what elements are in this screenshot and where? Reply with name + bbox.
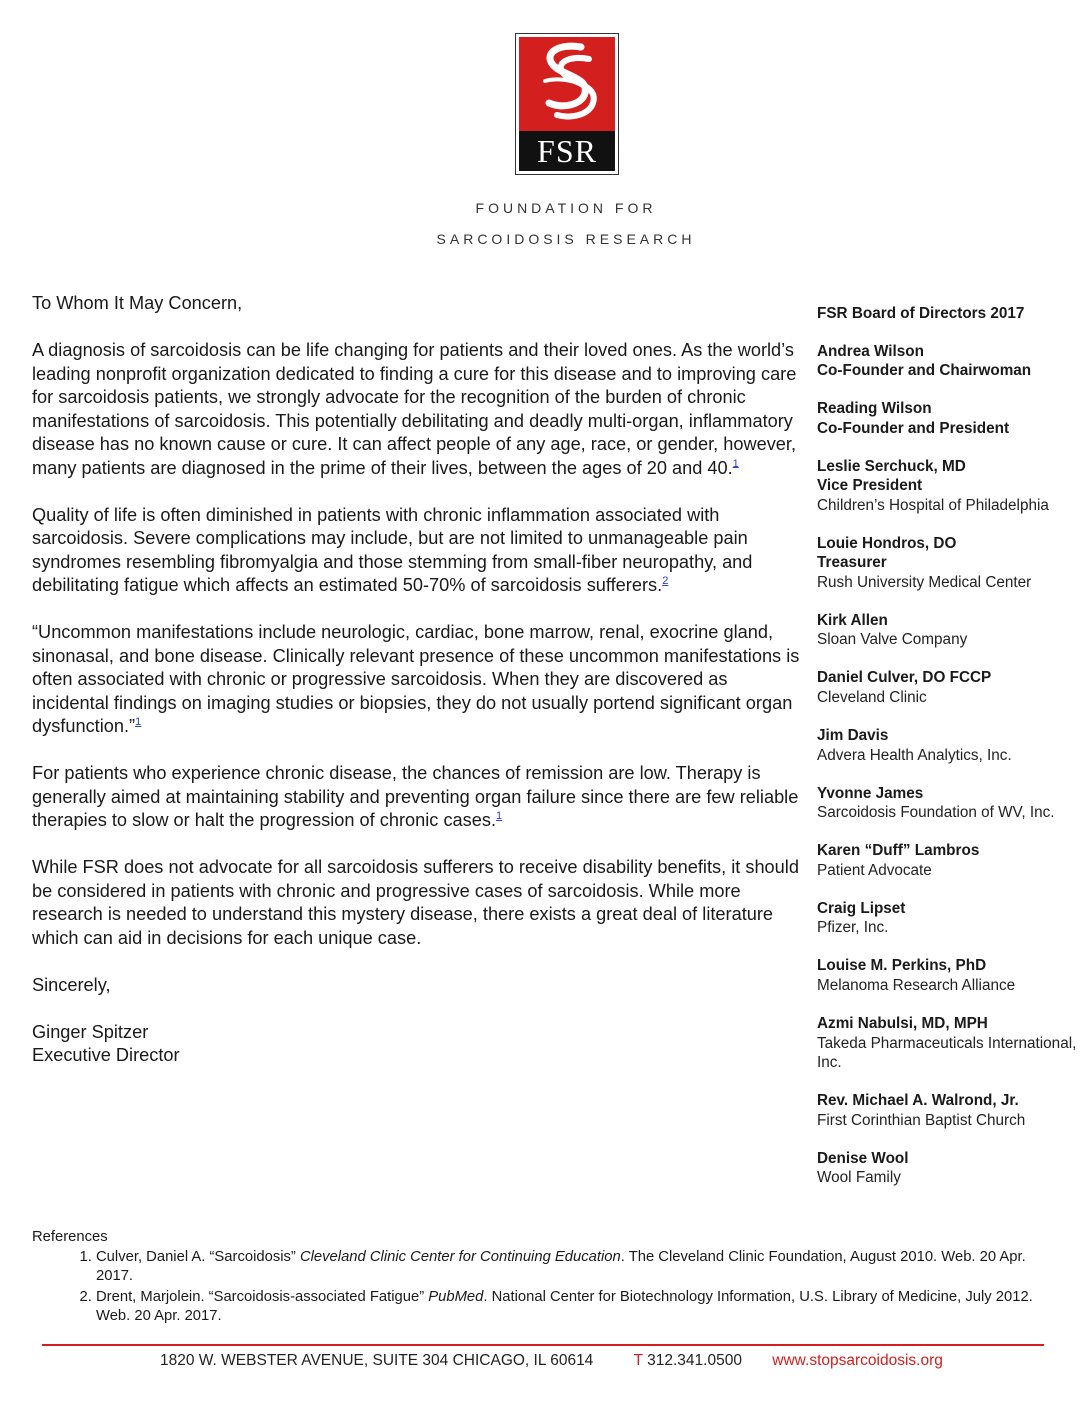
paragraph-1-text: A diagnosis of sarcoidosis can be life changing for patients and their loved ones. As the world’s leading nonprofit organization dedicated to finding a cure for this disease and to improving care for sarcoidosis patients, we strongly advocate for the recognition of the burden of chronic manifestations of sarcoidosis. This potentially debilitating and deadly multi-organ, inflammatory disease has no known cause or cure. It can affect people of any age, race, or gender, however, many patients are diagnosed in the prime of their lives, between the ages of 20 and 40.	[32, 340, 797, 478]
member-role: Vice President	[817, 477, 923, 495]
board-member	[817, 534, 1077, 593]
letter-body	[32, 292, 800, 1068]
double-s-icon	[519, 37, 615, 131]
board-member	[817, 668, 1077, 707]
member-affiliation: Sarcoidosis Foundation of WV, Inc.	[817, 804, 1055, 822]
board-title: FSR Board of Directors 2017	[817, 305, 1025, 322]
board-member	[817, 1149, 1077, 1188]
member-affiliation: Sloan Valve Company	[817, 631, 968, 649]
footnote-link[interactable]: 2	[662, 574, 669, 587]
board-member	[817, 1014, 1077, 1073]
member-name: Rev. Michael A. Walrond, Jr.	[817, 1092, 1019, 1110]
footer-divider	[42, 1344, 1044, 1346]
footnote-link[interactable]: 1	[135, 715, 142, 728]
signer-name: Ginger Spitzer	[32, 1021, 149, 1042]
closing: Sincerely,	[32, 974, 111, 995]
org-name-line2: SARCOIDOSIS RESEARCH	[436, 231, 696, 247]
reference-source: PubMed	[428, 1288, 484, 1305]
reference-details: . National Center for Biotechnology Information, U.S. Library of Medicine, July 2012. Web. 20 Apr. 2017.	[96, 1288, 1033, 1324]
paragraph-2	[32, 504, 800, 598]
logo-text: FSR	[519, 131, 615, 171]
member-affiliation: Pfizer, Inc.	[817, 919, 889, 937]
board-member	[817, 399, 1077, 438]
member-name: Yvonne James	[817, 784, 924, 802]
logo-red-field	[519, 37, 615, 171]
footer-address: 1820 W. WEBSTER AVENUE, SUITE 304 CHICAGO, IL 60614	[160, 1352, 594, 1369]
member-role: Co-Founder and President	[817, 419, 1010, 437]
member-name: Reading Wilson	[817, 400, 932, 418]
reference-text: Drent, Marjolein. “Sarcoidosis-associated Fatigue”	[96, 1288, 429, 1305]
fsr-logo	[515, 33, 619, 175]
footer-website-link[interactable]: www.stopsarcoidosis.org	[772, 1352, 943, 1369]
member-affiliation: Wool Family	[817, 1169, 901, 1187]
board-member	[817, 899, 1077, 938]
references-title: References	[32, 1229, 108, 1245]
paragraph-3	[32, 621, 800, 739]
paragraph-4	[32, 762, 800, 833]
footer-phone	[634, 1352, 742, 1369]
board-member	[817, 611, 1077, 650]
salutation: To Whom It May Concern,	[32, 293, 243, 313]
member-affiliation: Takeda Pharmaceuticals International, Inc.	[817, 1034, 1077, 1072]
member-name: Azmi Nabulsi, MD, MPH	[817, 1015, 988, 1033]
signer-title: Executive Director	[32, 1045, 180, 1065]
paragraph-5: While FSR does not advocate for all sarcoidosis sufferers to receive disability benefits, it should be considered in patients with chronic and progressive cases of sarcoidosis. While more research is needed to understand this mystery disease, there exists a great deal of literature which can aid in decisions for each unique case.	[32, 857, 799, 948]
member-name: Leslie Serchuck, MD	[817, 457, 966, 475]
member-name: Karen “Duff” Lambros	[817, 842, 980, 860]
member-affiliation: Children’s Hospital of Philadelphia	[817, 496, 1049, 514]
paragraph-3-text: “Uncommon manifestations include neurologic, cardiac, bone marrow, renal, exocrine gland, sinonasal, and bone disease. Clinically relevant presence of these uncommon manifestations is often associated with chronic or progressive sarcoidosis. When they are discovered as incidental findings on imaging studies or biopsies, they do not usually portend significant organ dysfunction.”	[32, 622, 800, 736]
board-member	[817, 956, 1077, 995]
reference-text: Culver, Daniel A. “Sarcoidosis”	[96, 1248, 300, 1265]
paragraph-4-text: For patients who experience chronic disease, the chances of remission are low. Therapy is generally aimed at maintaining stability and preventing organ failure since there are few reliable therapies to slow or halt the progression of chronic cases.	[32, 763, 799, 830]
footnote-link[interactable]: 1	[732, 457, 739, 470]
member-affiliation: Cleveland Clinic	[817, 688, 927, 706]
member-affiliation: Melanoma Research Alliance	[817, 976, 1016, 994]
reference-item	[96, 1248, 1052, 1287]
references	[32, 1228, 1052, 1328]
member-affiliation: Rush University Medical Center	[817, 573, 1032, 591]
board-member	[817, 726, 1077, 765]
member-name: Denise Wool	[817, 1149, 909, 1167]
board-member	[817, 841, 1077, 880]
member-role: Co-Founder and Chairwoman	[817, 362, 1032, 379]
member-name: Craig Lipset	[817, 899, 906, 917]
board-member	[817, 784, 1077, 823]
board-of-directors	[817, 304, 1077, 1206]
phone-label: T	[633, 1352, 643, 1369]
footnote-link[interactable]: 1	[496, 809, 503, 822]
member-affiliation: Advera Health Analytics, Inc.	[817, 746, 1012, 764]
board-member	[817, 1091, 1077, 1130]
member-name: Daniel Culver, DO FCCP	[817, 669, 992, 687]
member-name: Kirk Allen	[817, 611, 888, 629]
member-name: Louise M. Perkins, PhD	[817, 957, 987, 975]
board-members-list	[817, 342, 1077, 1188]
reference-item	[96, 1288, 1052, 1327]
reference-details: . The Cleveland Clinic Foundation, August 2010. Web. 20 Apr. 2017.	[96, 1248, 1026, 1284]
paragraph-2-text: Quality of life is often diminished in patients with chronic inflammation associated with sarcoidosis. Severe complications may include, but are not limited to unmanageable pain syndromes resembling fibromyalgia and those stemming from small-fiber neuropathy, and debilitating fatigue which affects an estimated 50-70% of sarcoidosis sufferers.	[32, 504, 753, 595]
reference-source: Cleveland Clinic Center for Continuing Education	[299, 1248, 621, 1265]
paragraph-1	[32, 339, 800, 480]
phone-number: 312.341.0500	[647, 1352, 742, 1369]
member-name: Jim Davis	[817, 727, 889, 745]
org-name-line1: FOUNDATION FOR	[475, 200, 657, 216]
signature	[32, 1021, 800, 1068]
footer	[160, 1352, 943, 1370]
member-affiliation: First Corinthian Baptist Church	[817, 1111, 1026, 1129]
member-name: Louie Hondros, DO	[817, 534, 957, 552]
member-affiliation: Patient Advocate	[817, 861, 932, 879]
board-member	[817, 457, 1077, 516]
board-member	[817, 342, 1077, 381]
references-list	[32, 1248, 1052, 1327]
member-role: Treasurer	[817, 554, 887, 572]
member-name: Andrea Wilson	[817, 342, 924, 360]
